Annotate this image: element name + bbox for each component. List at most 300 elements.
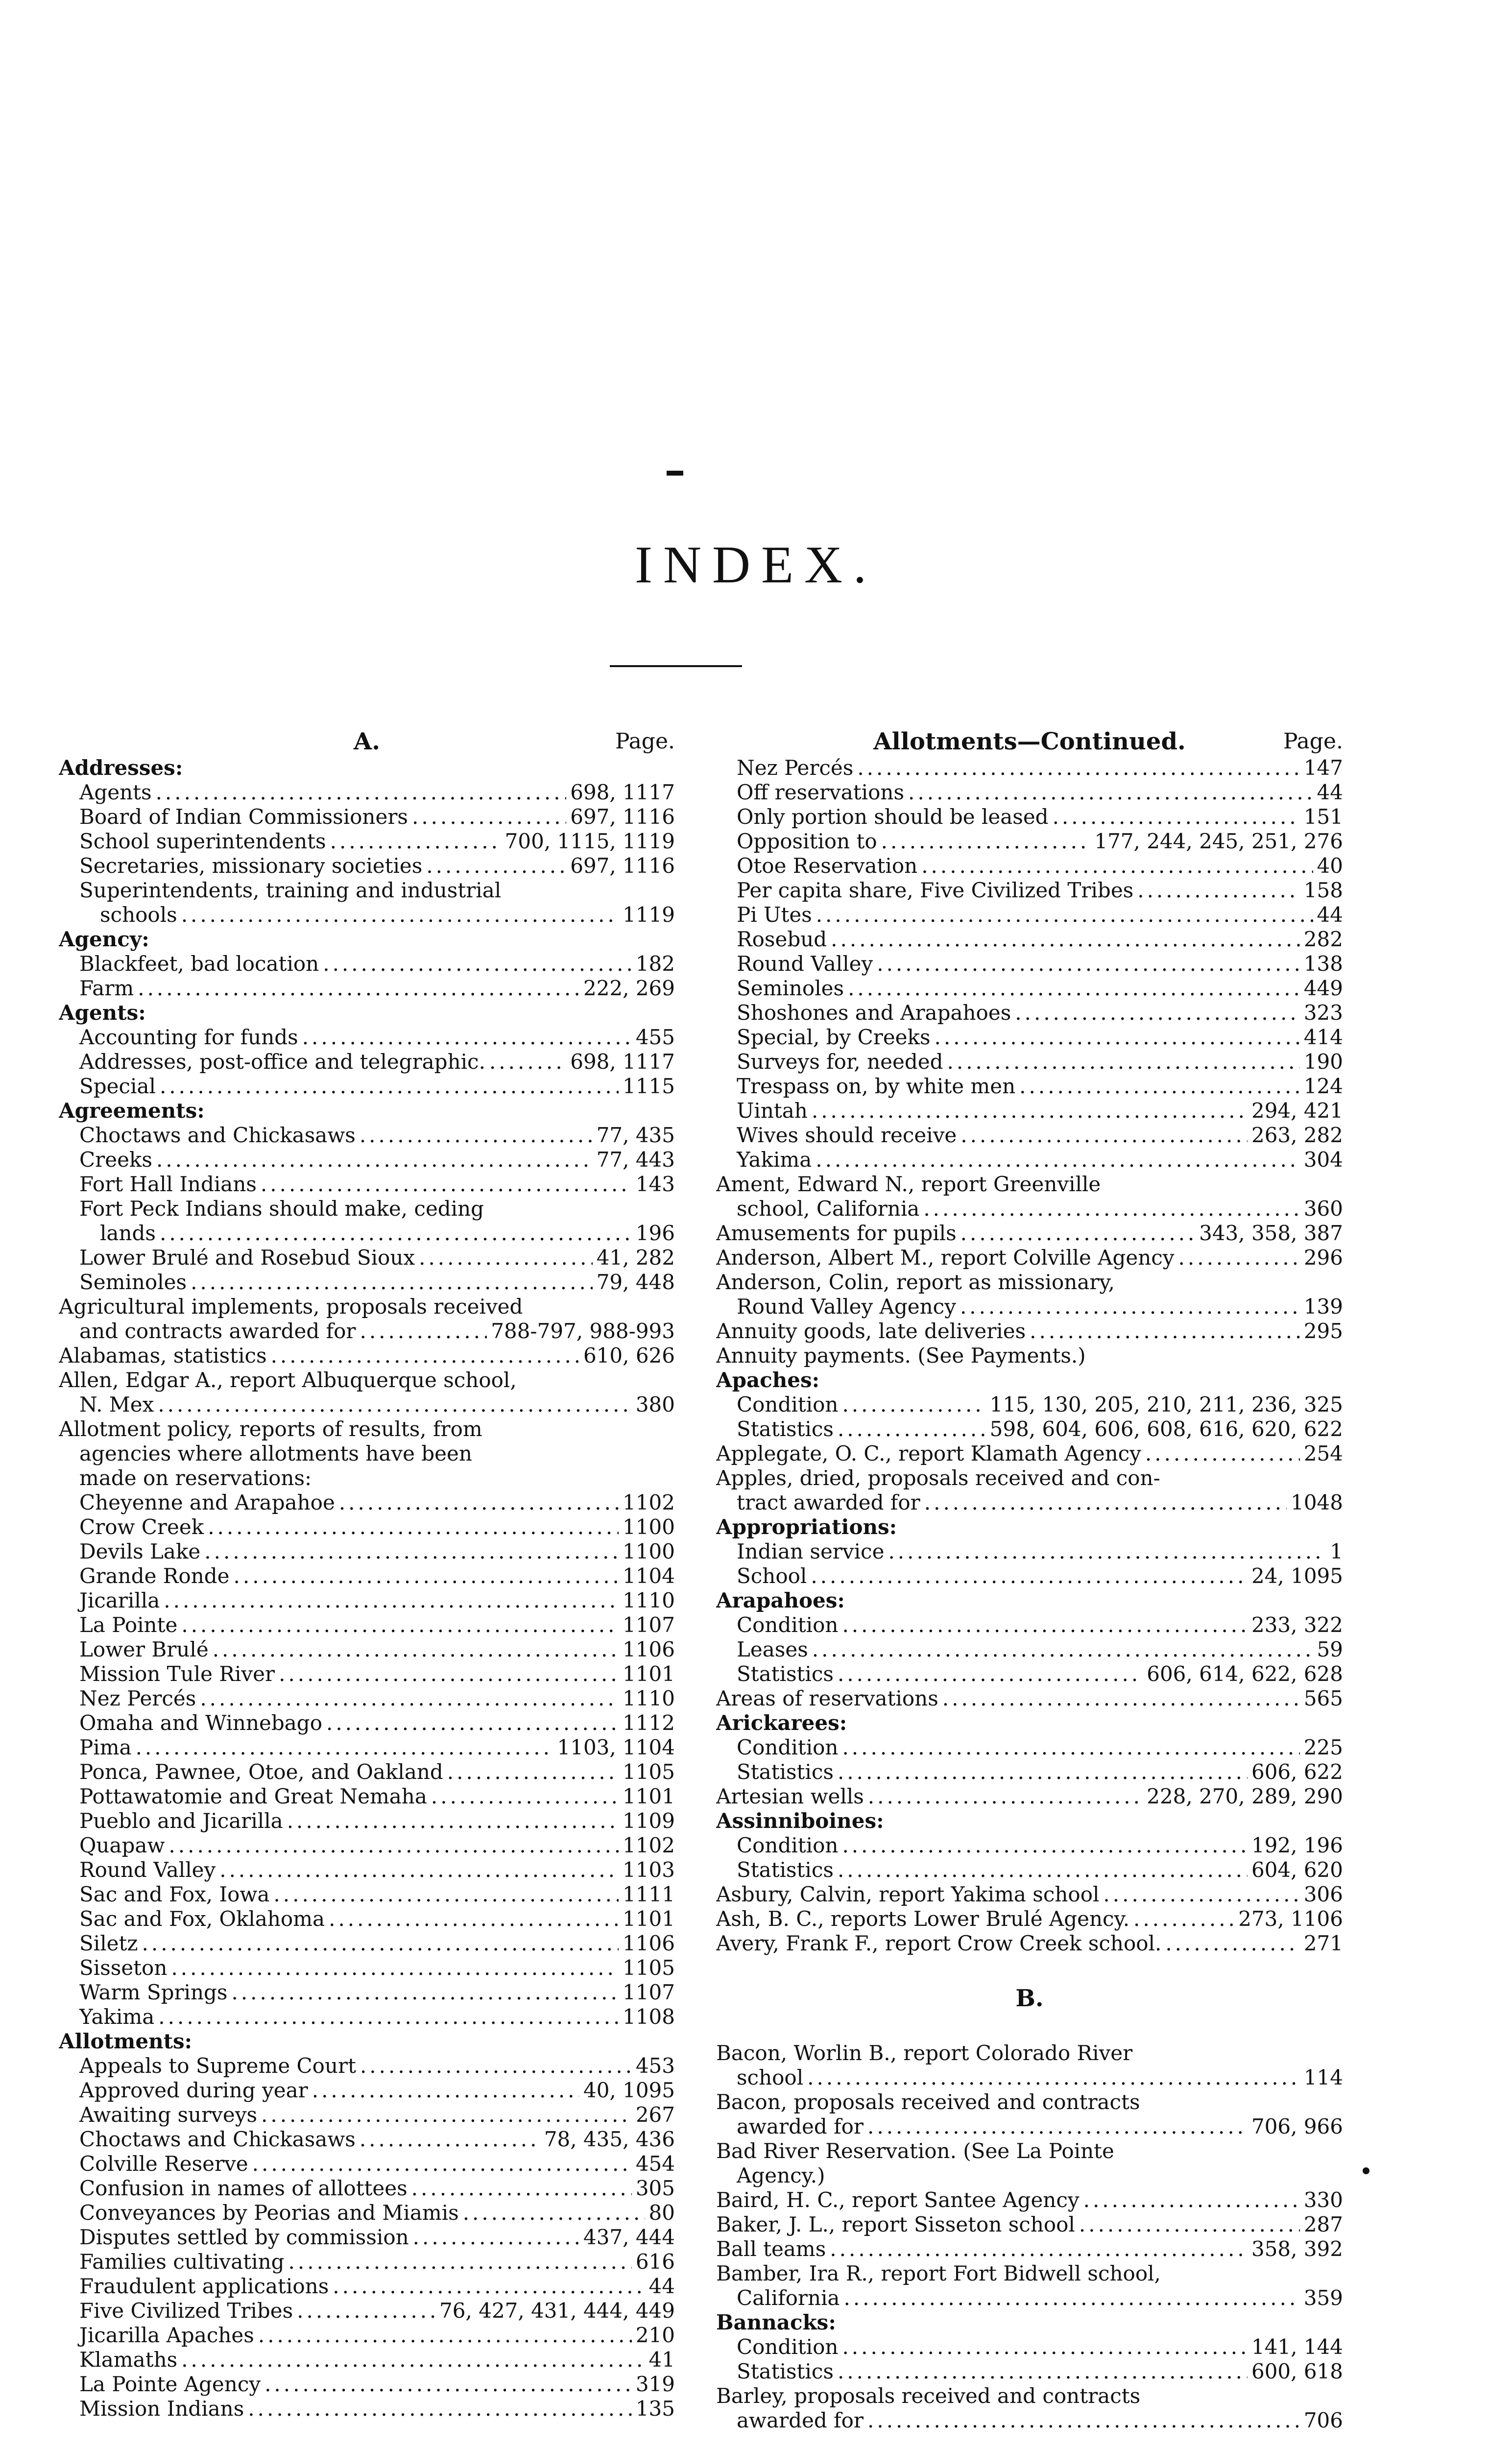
dot-leader (302, 1025, 632, 1050)
index-entry (59, 2201, 675, 2225)
index-entry (59, 1246, 675, 1270)
page-ref: 454 (635, 2152, 675, 2176)
dot-leader (204, 1539, 619, 1564)
entry-text: Devils Lake (79, 1539, 201, 1563)
index-entry (716, 854, 1343, 878)
dot-leader (1030, 1319, 1300, 1344)
entry-text: Bannacks: (716, 2310, 836, 2334)
page-ref: 114 (1303, 2065, 1343, 2089)
index-entry (59, 1221, 675, 1246)
index-entry (716, 2090, 1343, 2114)
index-entry (59, 2225, 675, 2250)
index-entry (716, 2065, 1343, 2090)
page-ref: 192, 196 (1251, 1833, 1343, 1857)
entry-text: schools (100, 903, 177, 927)
dot-leader (200, 1686, 619, 1711)
dot-leader (136, 1735, 553, 1760)
entry-text: and contracts awarded for (79, 1319, 356, 1343)
dot-leader (181, 1613, 619, 1637)
index-entry (59, 1393, 675, 1417)
page-ref: 80 (648, 2201, 675, 2225)
index-entry (716, 2384, 1343, 2408)
entry-text: agencies where allotments have been (79, 1441, 472, 1465)
index-entry (716, 805, 1343, 829)
page-ref: 44 (648, 2274, 675, 2298)
dot-leader (857, 756, 1300, 780)
entry-text: Confusion in names of allottees (79, 2176, 408, 2200)
dot-leader (181, 2348, 645, 2372)
entry-text: Statistics (737, 1858, 834, 1882)
entry-text: Off reservations (737, 780, 905, 804)
index-entry (716, 2114, 1343, 2139)
page-ref: 78, 435, 436 (544, 2127, 675, 2151)
dot-leader (960, 1221, 1195, 1246)
dot-leader (812, 1099, 1248, 1123)
page-ref: 453 (635, 2054, 675, 2078)
index-entry (59, 1172, 675, 1197)
dot-leader (838, 2359, 1248, 2384)
page-ref: 788-797, 988-993 (491, 1319, 675, 1343)
entry-text: Amusements for pupils (716, 1221, 957, 1245)
index-entry (59, 829, 675, 854)
index-entry (716, 2359, 1343, 2384)
entry-text: Fraudulent applications (79, 2274, 329, 2298)
dot-leader (447, 1760, 619, 1784)
dot-leader (156, 780, 567, 805)
entry-text: Anderson, Colin, report as missionary, (716, 1270, 1115, 1294)
dot-leader (171, 1956, 619, 1980)
dot-leader (411, 2176, 632, 2201)
page-ref: 287 (1303, 2212, 1343, 2236)
index-entry (59, 780, 675, 805)
page-ref: 233, 322 (1251, 1613, 1343, 1637)
entry-text: made on reservations: (79, 1466, 312, 1490)
page-ref: 698, 1117 (570, 1050, 675, 1074)
dot-leader (181, 903, 619, 927)
dot-leader (842, 2335, 1248, 2359)
entry-text: Assinniboines: (716, 1809, 884, 1833)
entry-text: Choctaws and Chickasaws (79, 1123, 356, 1147)
dot-leader (191, 1270, 593, 1295)
entry-text: Statistics (737, 1662, 834, 1686)
dot-leader (1165, 1931, 1300, 1956)
index-entry (59, 1613, 675, 1637)
entry-text: Shoshones and Arapahoes (737, 1001, 1011, 1025)
entry-text: Appeals to Supreme Court (79, 2054, 356, 2078)
page-ref: 1106 (623, 1637, 675, 1661)
page-ref: 343, 358, 387 (1199, 1221, 1343, 1245)
page-ref: 267 (635, 2103, 675, 2127)
index-entry (716, 1882, 1343, 1907)
entry-text: Annuity goods, late deliveries (716, 1319, 1026, 1343)
entry-text: Pottawatomie and Great Nemaha (79, 1784, 427, 1808)
dot-leader (923, 1197, 1300, 1221)
entry-text: Statistics (737, 1417, 834, 1441)
dot-leader (360, 1319, 487, 1344)
index-entry (716, 2188, 1343, 2212)
entry-text: tract awarded for (737, 1490, 920, 1514)
index-entry (59, 1515, 675, 1539)
margin-dot-mark (1363, 2167, 1369, 2174)
dot-leader (360, 2054, 632, 2078)
index-entry (716, 1833, 1343, 1858)
dot-leader (831, 927, 1300, 952)
page-ref: 1105 (623, 1760, 675, 1784)
dot-leader (935, 1025, 1300, 1050)
page-ref: 359 (1303, 2286, 1343, 2310)
entry-text: Agreements: (59, 1099, 205, 1123)
page-ref: 697, 1116 (570, 805, 675, 829)
page-ref: 1111 (623, 1882, 675, 1906)
entry-text: Secretaries, missionary societies (79, 854, 423, 878)
dot-leader (1079, 2212, 1300, 2237)
page-ref: 1103 (623, 1858, 675, 1882)
index-entry (716, 878, 1343, 903)
index-heading (59, 756, 675, 780)
index-entry (716, 2041, 1343, 2065)
entry-text: Lower Brulé and Rosebud Sioux (79, 1246, 415, 1270)
entry-text: Choctaws and Chickasaws (79, 2127, 356, 2151)
page-ref: 254 (1303, 1441, 1343, 1465)
entry-text: Wives should receive (737, 1123, 957, 1147)
page-ref: 1109 (623, 1809, 675, 1833)
index-entry (716, 1025, 1343, 1050)
page-ref: 1101 (623, 1662, 675, 1686)
index-entry (716, 756, 1343, 780)
dot-leader (264, 2372, 632, 2397)
entry-text: Apaches: (716, 1368, 820, 1392)
dot-leader (208, 1515, 619, 1539)
page-ref: 135 (635, 2397, 675, 2421)
page-ref: 124 (1303, 1074, 1343, 1098)
entry-text: Five Civilized Tribes (79, 2299, 293, 2323)
entry-text: Bamber, Ira R., report Fort Bidwell school, (716, 2261, 1161, 2285)
entry-text: Pueblo and Jicarilla (79, 1809, 283, 1833)
entry-text: Uintah (737, 1099, 808, 1123)
section-letter: A. (354, 728, 380, 755)
entry-text: School superintendents (79, 829, 326, 853)
dot-leader (160, 1221, 632, 1246)
entry-text: Allotment policy, reports of results, from (59, 1417, 482, 1441)
index-entry (59, 1295, 675, 1319)
dot-leader (1103, 1882, 1299, 1907)
index-entry (59, 1833, 675, 1858)
entry-text: Only portion should be leased (737, 805, 1049, 829)
index-entry (59, 1931, 675, 1956)
index-entry (59, 1441, 675, 1466)
page-ref: 79, 448 (596, 1270, 675, 1294)
entry-text: Condition (737, 1833, 839, 1857)
dot-leader (908, 780, 1313, 805)
page-ref: 1108 (623, 2005, 675, 2029)
entry-text: Omaha and Winnebago (79, 1711, 322, 1735)
dot-leader (812, 1637, 1313, 1662)
index-entry (59, 1760, 675, 1784)
dot-leader (1015, 1001, 1300, 1025)
entry-text: Arickarees: (716, 1711, 847, 1735)
entry-text: Asbury, Calvin, report Yakima school (716, 1882, 1100, 1906)
index-entry (59, 1907, 675, 1931)
title-rule (610, 665, 742, 667)
dot-leader (842, 1833, 1248, 1858)
page-ref: 138 (1303, 952, 1343, 976)
page-ref: 210 (635, 2323, 675, 2347)
page-ref: 190 (1303, 1050, 1343, 1074)
entry-text: Addresses, post-office and telegraphic. (79, 1050, 485, 1074)
dot-leader (1053, 805, 1300, 829)
page-ref: 610, 626 (583, 1344, 675, 1368)
entry-text: Bacon, proposals received and contracts (716, 2090, 1140, 2114)
index-entry (59, 976, 675, 1001)
index-entry (59, 2054, 675, 2078)
dot-leader (258, 2323, 632, 2348)
section-header (59, 727, 675, 756)
index-entry (59, 2176, 675, 2201)
index-entry (59, 1784, 675, 1809)
dot-leader (848, 976, 1300, 1001)
dot-leader (271, 1344, 579, 1368)
index-entry (59, 2348, 675, 2372)
dot-leader (360, 1123, 593, 1148)
page-ref: 1 (1330, 1539, 1343, 1563)
entry-text: Trespass on, by white men (737, 1074, 1016, 1098)
index-entry (59, 952, 675, 976)
entry-text: Cheyenne and Arapahoe (79, 1490, 335, 1514)
page-ref: 225 (1303, 1735, 1343, 1759)
index-entry (59, 1466, 675, 1490)
entry-text: Bacon, Worlin B., report Colorado River (716, 2041, 1133, 2065)
page-ref: 40 (1317, 854, 1343, 878)
index-entry (716, 1001, 1343, 1025)
index-entry (716, 1099, 1343, 1123)
page-ref: 294, 421 (1251, 1099, 1343, 1123)
dot-leader (138, 976, 579, 1001)
index-entry (716, 1564, 1343, 1588)
page-ref: 414 (1303, 1025, 1343, 1049)
entry-text: School (737, 1564, 807, 1588)
index-entry (59, 854, 675, 878)
entry-text: Farm (79, 976, 134, 1000)
dot-leader (838, 1858, 1248, 1882)
page-ref: 437, 444 (583, 2225, 675, 2249)
entry-text: Agents (79, 780, 152, 804)
page-ref: 158 (1303, 878, 1343, 902)
entry-text: Jicarilla (79, 1588, 160, 1612)
dot-leader (160, 1074, 619, 1099)
index-entry (59, 1417, 675, 1441)
index-entry (716, 2139, 1343, 2163)
page-ref: 40, 1095 (583, 2078, 675, 2102)
dot-leader (947, 1050, 1300, 1074)
page-ref: 706 (1303, 2408, 1343, 2432)
page-ref: 177, 244, 245, 251, 276 (1094, 829, 1343, 853)
index-entry (59, 1368, 675, 1393)
dot-leader (273, 1882, 619, 1907)
entry-text: Indian service (737, 1539, 885, 1563)
page-ref: 700, 1115, 1119 (504, 829, 675, 853)
entry-text: Klamaths (79, 2348, 178, 2372)
page-ref: 358, 392 (1251, 2237, 1343, 2261)
index-entry (716, 1858, 1343, 1882)
dot-leader (323, 952, 632, 976)
page-ref: 1101 (623, 1907, 675, 1931)
index-entry (716, 1539, 1343, 1564)
entry-text: Round Valley (79, 1858, 216, 1882)
dot-leader (279, 1662, 619, 1686)
page-ref: 263, 282 (1251, 1123, 1343, 1147)
entry-text: Anderson, Albert M., report Colville Agency (716, 1246, 1175, 1270)
page-ref: 1107 (623, 1980, 675, 2004)
index-entry (59, 1858, 675, 1882)
page-ref: 1103, 1104 (557, 1735, 675, 1759)
entry-text: Disputes settled by commission (79, 2225, 409, 2249)
index-heading (716, 1515, 1343, 1539)
index-heading (716, 1368, 1343, 1393)
entry-text: Agents: (59, 1001, 146, 1025)
dot-leader (867, 2114, 1248, 2139)
entry-text: Mission Tule River (79, 1662, 275, 1686)
page-ref: 616 (635, 2250, 675, 2274)
entry-text: Per capita share, Five Civilized Tribes (737, 878, 1134, 902)
dot-leader (261, 2103, 632, 2127)
index-entry (716, 829, 1343, 854)
page-ref: 296 (1303, 1246, 1343, 1270)
dot-leader (881, 829, 1091, 854)
index-entry (716, 1319, 1343, 1344)
dot-leader (312, 2078, 579, 2103)
entry-text: Alabamas, statistics (59, 1344, 267, 1368)
entry-text: Leases (737, 1637, 808, 1661)
entry-text: Quapaw (79, 1833, 165, 1857)
index-entry (716, 1931, 1343, 1956)
page-ref: 1110 (623, 1686, 675, 1710)
entry-text: Allotments: (59, 2029, 192, 2053)
page-ref: 147 (1303, 756, 1343, 780)
index-entry (59, 1197, 675, 1221)
page-ref: 1104 (623, 1564, 675, 1588)
entry-text: awarded for (737, 2408, 864, 2432)
entry-text: La Pointe Agency (79, 2372, 261, 2396)
section-header (716, 1984, 1343, 2013)
index-entry (59, 1539, 675, 1564)
page-ref: 698, 1117 (570, 780, 675, 804)
index-entry (59, 1025, 675, 1050)
entry-text: Seminoles (737, 976, 844, 1000)
dot-leader (1137, 878, 1300, 903)
entry-text: Blackfeet, bad location (79, 952, 319, 976)
index-heading (716, 1588, 1343, 1613)
index-entry (716, 1074, 1343, 1099)
dot-leader (843, 2286, 1299, 2310)
entry-text: Colville Reserve (79, 2152, 248, 2176)
index-entry (716, 1393, 1343, 1417)
dot-leader (168, 1833, 619, 1858)
index-entry (716, 1907, 1343, 1931)
entry-text: Ash, B. C., reports Lower Brulé Agency. (716, 1907, 1130, 1931)
dot-leader (426, 854, 566, 878)
page-ref: 565 (1303, 1686, 1343, 1710)
page-ref: 1105 (623, 1956, 675, 1980)
page-ref: 1110 (623, 1588, 675, 1612)
page-ref: 1100 (623, 1539, 675, 1563)
index-heading (59, 927, 675, 952)
index-entry (716, 1221, 1343, 1246)
index-entry (716, 1735, 1343, 1760)
index-entry (716, 1466, 1343, 1490)
dot-leader (842, 1613, 1248, 1637)
index-entry (716, 1637, 1343, 1662)
index-entry (59, 1637, 675, 1662)
entry-text: Special, by Creeks (737, 1025, 931, 1049)
index-entry (716, 1246, 1343, 1270)
index-heading (59, 1001, 675, 1025)
page-column-label: Page. (1283, 729, 1343, 754)
index-entry (716, 1197, 1343, 1221)
dot-leader (816, 903, 1313, 927)
entry-text: Warm Springs (79, 1980, 228, 2004)
page-ref: 24, 1095 (1251, 1564, 1343, 1588)
entry-text: Round Valley Agency (737, 1295, 956, 1319)
entry-text: Ponca, Pawnee, Otoe, and Oakland (79, 1760, 443, 1784)
dot-leader (489, 1050, 566, 1074)
dot-leader (412, 805, 566, 829)
index-entry (716, 927, 1343, 952)
spacer (716, 2013, 1343, 2041)
entry-text: Conveyances by Peorias and Miamis (79, 2201, 459, 2225)
entry-text: Awaiting surveys (79, 2103, 258, 2127)
dot-leader (297, 2299, 435, 2323)
index-heading (716, 1711, 1343, 1735)
page-ref: 44 (1317, 903, 1343, 927)
dot-leader (842, 1735, 1299, 1760)
dot-leader (431, 1784, 619, 1809)
page-ref: 273, 1106 (1238, 1907, 1343, 1931)
entry-text: Areas of reservations (716, 1686, 938, 1710)
page-ref: 1048 (1291, 1490, 1343, 1514)
dot-leader (164, 1588, 619, 1613)
index-entry (716, 2237, 1343, 2261)
section-header (716, 727, 1343, 756)
entry-text: lands (100, 1221, 156, 1245)
entry-text: Jicarilla Apaches (79, 2323, 254, 2347)
page-ref: 1115 (623, 1074, 675, 1098)
entry-text: Condition (737, 1735, 839, 1759)
index-entry (59, 1711, 675, 1735)
index-entry (716, 1613, 1343, 1637)
index-entry (716, 1662, 1343, 1686)
index-entry (59, 2127, 675, 2152)
index-entry (716, 2335, 1343, 2359)
entry-text: Pima (79, 1735, 132, 1759)
index-entry (716, 1172, 1343, 1197)
index-entry (716, 1784, 1343, 1809)
dot-leader (329, 1907, 619, 1931)
dot-leader (960, 1295, 1300, 1319)
index-entry (59, 1662, 675, 1686)
dot-leader (339, 1490, 619, 1515)
index-entry (59, 2152, 675, 2176)
entry-text: Creeks (79, 1148, 152, 1172)
index-entry (716, 1417, 1343, 1441)
entry-text: Condition (737, 2335, 839, 2359)
entry-text: Appropriations: (716, 1515, 897, 1539)
dot-leader (942, 1686, 1300, 1711)
page-ref: 606, 614, 622, 628 (1147, 1662, 1343, 1686)
entry-text: Arapahoes: (716, 1588, 845, 1612)
index-entry (716, 1050, 1343, 1074)
index-entry (716, 1760, 1343, 1784)
index-entry (59, 1050, 675, 1074)
